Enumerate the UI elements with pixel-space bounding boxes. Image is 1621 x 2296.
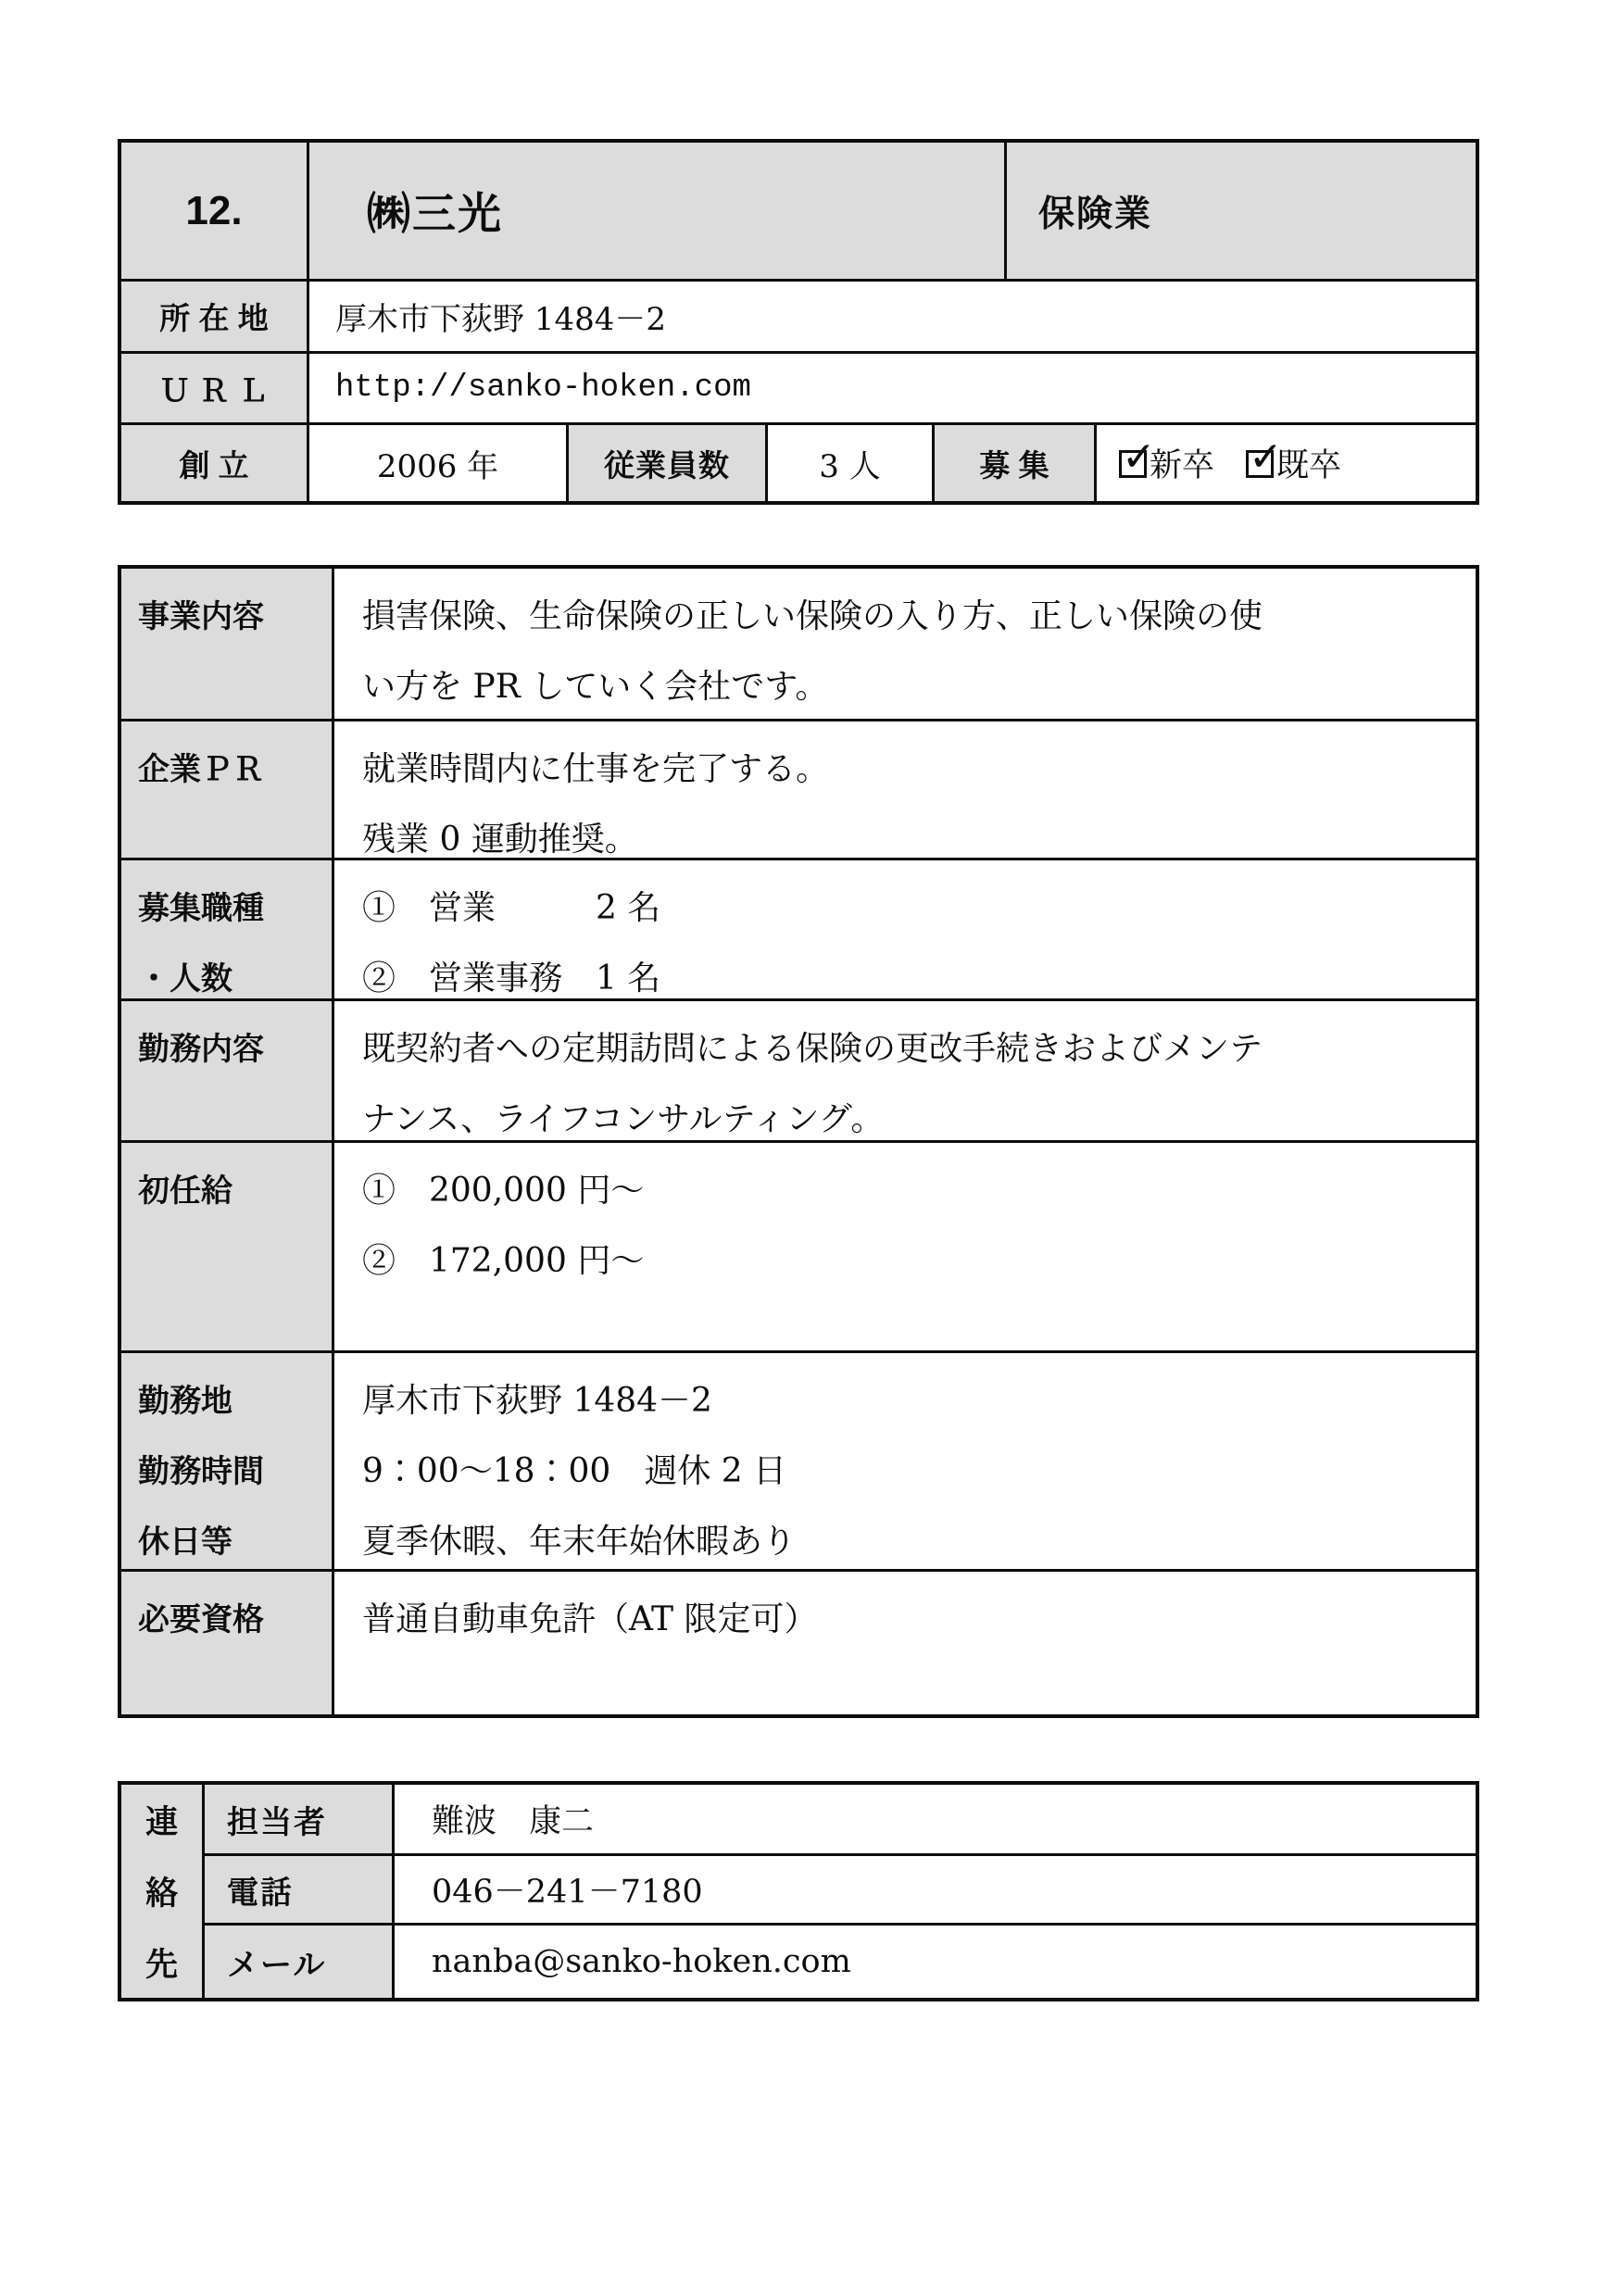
company-name: ㈱三光 bbox=[309, 143, 1007, 279]
recruit-options bbox=[1097, 425, 1476, 501]
text-line: ① 200,000 円～ bbox=[362, 1172, 645, 1210]
workplace-hours-value bbox=[334, 1353, 1476, 1569]
employees-label: 従業員数 bbox=[569, 425, 768, 501]
qualifications-value bbox=[334, 1572, 1476, 1714]
company-pr-label: 企業ＰＲ bbox=[121, 721, 334, 858]
recruit-option-shinsotsu bbox=[1119, 433, 1215, 486]
phone-value: 046－241－7180 bbox=[432, 1874, 703, 1911]
checkbox-checked-icon bbox=[1119, 433, 1156, 481]
qualifications-row bbox=[121, 1572, 1476, 1714]
qualifications-label: 必要資格 bbox=[121, 1572, 334, 1714]
text-line: 夏季休暇、年末年始休暇あり bbox=[362, 1523, 797, 1561]
email-row bbox=[205, 1926, 1476, 1998]
founded-label: 創立 bbox=[121, 425, 309, 501]
address-label: 所在地 bbox=[121, 282, 309, 351]
company-number: 12. bbox=[121, 143, 309, 279]
positions-value bbox=[334, 860, 1476, 998]
text-line: 厚木市下荻野 1484－2 bbox=[362, 1382, 712, 1420]
checkbox-checked-icon bbox=[1246, 433, 1283, 481]
url-value: http://sanko-hoken.com bbox=[335, 370, 751, 406]
starting-salary-value bbox=[334, 1143, 1476, 1350]
company-title-row bbox=[121, 143, 1476, 282]
email-label: メール bbox=[205, 1926, 395, 1998]
text-line: ナンス、ライフコンサルティング。 bbox=[362, 1100, 885, 1138]
starting-salary-label: 初任給 bbox=[121, 1143, 334, 1350]
recruit-option-label: 新卒 bbox=[1150, 447, 1215, 484]
business-content-row bbox=[121, 569, 1476, 721]
company-pr-value bbox=[334, 721, 1476, 858]
business-content-value bbox=[334, 569, 1476, 719]
business-content-label: 事業内容 bbox=[121, 569, 334, 719]
address-row bbox=[121, 282, 1476, 354]
phone-row bbox=[205, 1856, 1476, 1926]
text-line: 既契約者への定期訪問による保険の更改手続きおよびメンテ bbox=[362, 1030, 1263, 1068]
text-line: ① 営業 2 名 bbox=[362, 889, 661, 927]
url-label: ＵＲＬ bbox=[121, 354, 309, 422]
employees-value: 3 人 bbox=[768, 425, 935, 501]
contact-table bbox=[118, 1781, 1479, 2001]
url-row bbox=[121, 354, 1476, 425]
recruit-label: 募集 bbox=[935, 425, 1097, 501]
text-line: い方を PR していく会社です。 bbox=[362, 668, 829, 706]
text-line: 残業 0 運動推奨。 bbox=[362, 821, 638, 858]
check-icon: ✓ bbox=[1249, 433, 1283, 481]
recruit-option-label: 既卒 bbox=[1276, 447, 1342, 484]
contact-person-row bbox=[205, 1785, 1476, 1856]
founded-value: 2006 年 bbox=[309, 425, 569, 501]
workplace-hours-row bbox=[121, 1353, 1476, 1572]
work-content-row bbox=[121, 1001, 1476, 1143]
address-value: 厚木市下荻野 1484－2 bbox=[335, 301, 666, 338]
email-value: nanba@sanko-hoken.com bbox=[432, 1943, 851, 1980]
text-line: 損害保険、生命保険の正しい保険の入り方、正しい保険の使 bbox=[362, 597, 1263, 635]
positions-row bbox=[121, 860, 1476, 1001]
work-content-value bbox=[334, 1001, 1476, 1140]
contact-group-label: 連 絡 先 bbox=[121, 1785, 205, 1998]
founded-row bbox=[121, 425, 1476, 501]
company-header-table bbox=[118, 139, 1479, 505]
industry-label: 保険業 bbox=[1007, 143, 1476, 279]
text-line: 普通自動車免許（AT 限定可） bbox=[362, 1600, 818, 1638]
text-line: 就業時間内に仕事を完了する。 bbox=[362, 750, 830, 788]
contact-person-label: 担当者 bbox=[205, 1785, 395, 1853]
recruit-option-kisotsu bbox=[1246, 433, 1342, 486]
company-pr-row bbox=[121, 721, 1476, 860]
workplace-hours-label: 勤務地 勤務時間 休日等 bbox=[121, 1353, 334, 1569]
phone-label: 電話 bbox=[205, 1856, 395, 1923]
text-line: ② 営業事務 1 名 bbox=[362, 960, 661, 997]
contact-rows bbox=[205, 1785, 1476, 1998]
work-content-label: 勤務内容 bbox=[121, 1001, 334, 1140]
contact-person-value: 難波 康二 bbox=[432, 1803, 595, 1840]
check-icon: ✓ bbox=[1122, 433, 1156, 481]
text-line: ② 172,000 円～ bbox=[362, 1242, 645, 1280]
positions-label: 募集職種 ・人数 bbox=[121, 860, 334, 998]
text-line: 9：00～18：00 週休 2 日 bbox=[362, 1452, 787, 1490]
details-table bbox=[118, 565, 1479, 1718]
starting-salary-row bbox=[121, 1143, 1476, 1353]
